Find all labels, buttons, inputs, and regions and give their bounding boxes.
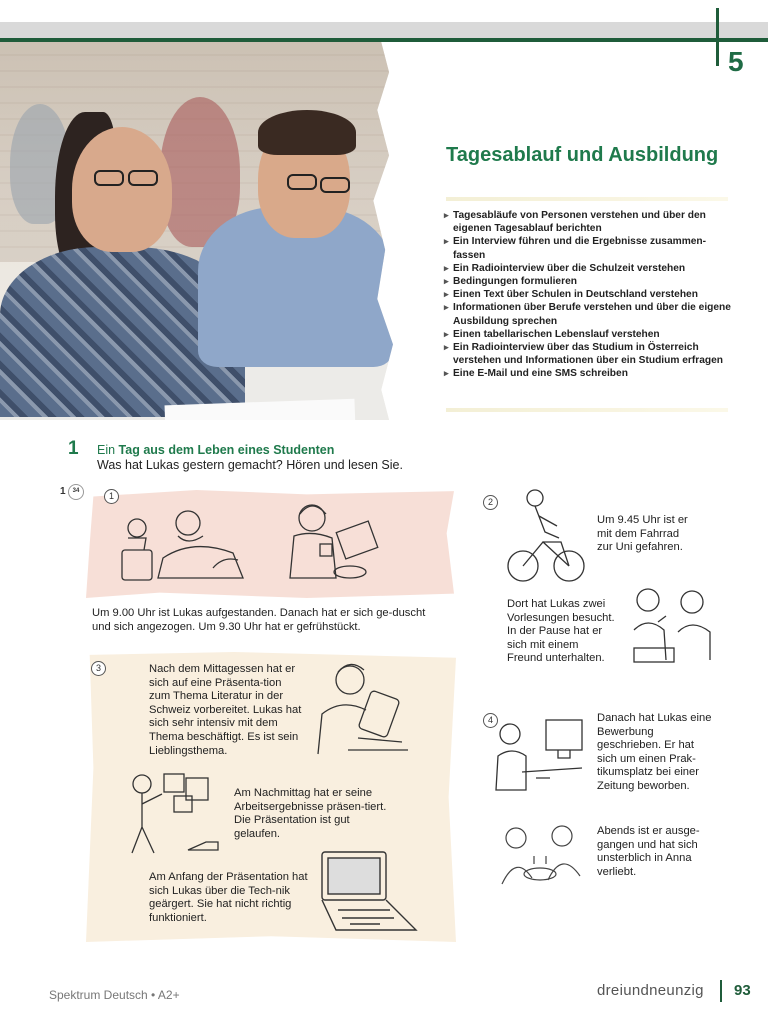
title-divider <box>446 197 728 201</box>
sketch-breakfast-icon <box>282 496 382 588</box>
objective-item: ▸ Ein Interview führen und die Ergebnisse zusammen-fassen <box>444 235 734 261</box>
footer-divider <box>720 980 722 1002</box>
chapter-marker-line <box>716 8 719 66</box>
header-gray-band <box>0 22 768 38</box>
sketch-couple-icon <box>488 824 594 896</box>
panel-4-text-b: Abends ist er ausge-gangen und hat sich unsterblich in Anna verliebt. <box>597 825 700 878</box>
panel-number-4: 4 <box>483 713 498 728</box>
photo-woman-face <box>72 127 172 252</box>
exercise-instruction: Was hat Lukas gestern gemacht? Hören und lesen Sie. <box>97 458 403 472</box>
objective-item: ▸ Einen Text über Schulen in Deutschland verstehen <box>444 288 734 301</box>
panel-number-3: 3 <box>91 661 106 676</box>
objective-item: ▸ Eine E-Mail und eine SMS schreiben <box>444 367 734 380</box>
exercise-number: 1 <box>68 438 79 459</box>
exercise-title-bold: Tag aus dem Leben eines Studenten <box>118 443 335 457</box>
sketch-presentation-icon <box>118 770 228 860</box>
panel-2-text-a: Um 9.45 Uhr ist er mit dem Fahrrad zur Uni gefahren. <box>597 514 688 554</box>
objective-item: ▸ Informationen über Berufe verstehen und über die eigene Ausbildung sprechen <box>444 301 734 327</box>
sketch-reading-tablet-icon <box>308 660 413 766</box>
panel-number-1: 1 <box>104 489 119 504</box>
panel-1-text: Um 9.00 Uhr ist Lukas aufgestanden. Danach hat er sich ge-duscht und sich angezogen. Um 9.30 Uhr hat er gefrühstückt. <box>92 607 426 633</box>
exercise-title <box>97 443 334 457</box>
photo-glasses-left <box>94 170 124 186</box>
chapter-number: 5 <box>728 46 744 77</box>
panel-4-text-a: Danach hat Lukas eine Bewerbung geschrieben. Er hat sich um einen Prak-tikumsplatz bei einer Zeitung beworben. <box>597 712 712 792</box>
footer-page-word: dreiundneunzig <box>597 982 704 999</box>
objective-item: ▸ Ein Radiointerview über das Studium in Österreich verstehen und Informationen über ein Studium erfragen <box>444 341 734 367</box>
sketch-waking-up-icon <box>118 498 258 590</box>
panel-2-text-b: Dort hat Lukas zwei Vorlesungen besucht. In der Pause hat er sich mit einem Freund unterhalten. <box>507 598 615 665</box>
sketch-writing-application-icon <box>486 716 588 804</box>
cd-icon: 34 <box>68 484 84 500</box>
objective-item: ▸ Ein Radiointerview über die Schulzeit verstehen <box>444 262 734 275</box>
panel-3-text-b: Am Nachmittag hat er seine Arbeitsergebnisse präsen-tiert. Die Präsentation ist gut gelaufen. <box>234 787 387 840</box>
audio-track-number: 1 <box>60 486 66 497</box>
sketch-friends-talking-icon <box>624 580 716 672</box>
sketch-bicycle-icon <box>505 486 587 590</box>
objective-item: ▸ Einen tabellarischen Lebenslauf verstehen <box>444 328 734 341</box>
chapter-photo <box>0 42 393 420</box>
chapter-title: Tagesablauf und Ausbildung <box>446 144 719 166</box>
panel-number-2: 2 <box>483 495 498 510</box>
photo-man-hair <box>258 110 356 155</box>
panel-3-text-a: Nach dem Mittagessen hat er sich auf eine Präsenta-tion zum Thema Literatur in der Schweiz vorbereitet. Lukas hat sich sehr intensiv mit dem Thema beschäftigt. Es ist sein Lieblingsthema. <box>149 663 302 757</box>
photo-man-glasses-right <box>320 177 350 193</box>
objective-item: ▸ Bedingungen formulieren <box>444 275 734 288</box>
photo-man-glasses-left <box>287 174 317 190</box>
learning-objectives <box>444 209 734 381</box>
header-green-rule <box>0 38 768 42</box>
footer-book-title: Spektrum Deutsch • A2+ <box>49 988 180 1002</box>
photo-glasses-right <box>128 170 158 186</box>
footer-page-number: 93 <box>734 982 751 999</box>
objectives-divider <box>446 408 728 412</box>
exercise-title-prefix: Ein <box>97 443 119 457</box>
panel-3-text-c: Am Anfang der Präsentation hat sich Lukas über die Tech-nik geärgert. Sie hat nicht richtig funktioniert. <box>149 871 308 924</box>
objective-item: ▸ Tagesabläufe von Personen verstehen und über den eigenen Tagesablauf berichten <box>444 209 734 235</box>
laptop-icon <box>316 848 420 940</box>
audio-track-marker[interactable] <box>60 486 80 497</box>
